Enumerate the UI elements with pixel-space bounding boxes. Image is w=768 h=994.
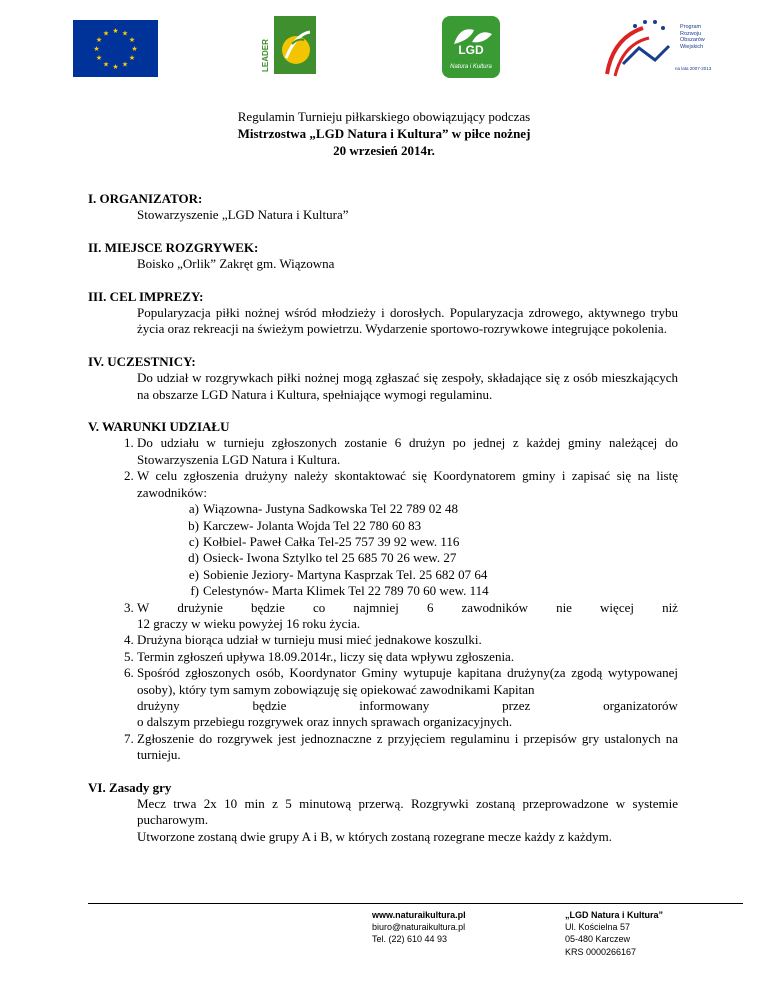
footer-street: Ul. Kościelna 57 <box>565 922 631 933</box>
coordinator-item <box>183 518 678 534</box>
document-header <box>0 108 768 159</box>
coordinator-item <box>183 550 678 566</box>
svg-text:★: ★ <box>93 45 100 53</box>
list-item: 1. Do udziału w turnieju zgłoszonych zostanie 6 drużyn po jednej z każdej gminy należącej do Stowarzyszenia LGD Natura i Kultura. <box>137 435 678 468</box>
conditions-list <box>88 435 678 763</box>
section-title: VI. Zasady gry <box>88 779 172 795</box>
word: 6 <box>426 599 434 615</box>
lgd-natura-i-kultura-logo <box>440 14 502 80</box>
word: więcej <box>600 599 634 615</box>
coordinator-item <box>183 534 678 550</box>
word: informowany <box>359 697 430 713</box>
section-text: Popularyzacja piłki nożnej wśród młodzieży i dorosłych. Popularyzacja zdrowego, aktywnego trybu życia oraz rekreacji na świeżym powietrzu. Wydarzenie sportowo-rozrywkowe integrujące pokolenia. <box>137 305 678 337</box>
coordinator-item <box>183 567 678 583</box>
list-item: 4. Drużyna biorąca udział w turnieju musi mieć jednakowe koszulki. <box>137 632 678 648</box>
prow-line: Rozwoju <box>680 30 702 37</box>
spread-line <box>137 600 678 616</box>
svg-text:★: ★ <box>131 45 138 53</box>
coordinator-text: Karczew- Jolanta Wojda Tel 22 780 60 83 <box>203 517 422 533</box>
footer-org: „LGD Natura i Kultura” <box>565 910 664 920</box>
coordinator-text: Kołbiel- Paweł Całka Tel-25 757 39 92 wew. 116 <box>203 533 460 549</box>
footer-divider <box>88 903 743 904</box>
lgd-sub-text: Natura i Kultura <box>450 64 492 70</box>
prow-line: Wiejskich <box>680 43 704 50</box>
word: co <box>312 599 326 615</box>
list-item-text: 12 graczy w wieku powyżej 16 roku życia. <box>137 615 361 631</box>
header-line-1: Regulamin Turnieju piłkarskiego obowiązujący podczas <box>237 109 531 124</box>
section-text: Mecz trwa 2x 10 min z 5 minutową przerwą. Rozgrywki zostaną przeprowadzone w systemie pucharowym. <box>137 796 678 828</box>
section-title: I. ORGANIZATOR: <box>88 191 203 206</box>
svg-text:★: ★ <box>102 29 110 38</box>
list-item <box>137 468 678 599</box>
list-item-text: W celu zgłoszenia drużyny należy skontaktować się Koordynatorem gminy i zapisać się na listę zawodników: <box>137 468 678 500</box>
word: przez <box>502 697 531 713</box>
header-line-2: Mistrzostwa „LGD Natura i Kultura” w piłce nożnej <box>237 126 531 141</box>
word: drużyny <box>137 697 180 713</box>
svg-text:★: ★ <box>95 36 103 44</box>
list-item <box>137 665 678 731</box>
word: 3. W <box>137 599 150 615</box>
section-title: IV. UCZESTNICY: <box>88 353 196 369</box>
item-letter: c) <box>188 533 199 549</box>
section-text: Boisko „Orlik” Zakręt gm. Wiązowna <box>137 256 335 272</box>
coordinator-text: Sobienie Jeziory- Martyna Kasprzak Tel. 25 682 07 64 <box>203 566 488 582</box>
item-letter: e) <box>188 566 199 582</box>
logo-bar <box>0 0 768 90</box>
lgd-text: LGD <box>458 43 484 57</box>
item-letter: a) <box>188 501 199 517</box>
spread-line <box>137 698 678 714</box>
footer-website: www.naturaikultura.pl <box>372 910 466 920</box>
section-text: Stowarzyszenie „LGD Natura i Kultura” <box>137 207 349 223</box>
svg-text:★: ★ <box>121 60 129 69</box>
svg-text:★: ★ <box>128 54 136 62</box>
section-title: III. CEL IMPREZY: <box>88 288 204 304</box>
section-title: II. MIEJSCE ROZGRYWEK: <box>88 239 259 255</box>
footer-email: biuro@naturaikultura.pl <box>372 922 466 933</box>
footer-address <box>565 909 663 958</box>
list-item: 5. Termin zgłoszeń upływa 18.09.2014r., liczy się data wpływu zgłoszenia. <box>137 649 678 665</box>
leader-text: LEADER <box>261 39 270 72</box>
word: zawodników <box>461 599 528 615</box>
word: nie <box>556 599 572 615</box>
footer-contact <box>372 909 466 946</box>
section-title: V. WARUNKI UDZIAŁU <box>88 419 230 435</box>
list-item-text: o dalszym przebiegu rozgrywek oraz innych sprawach organizacyjnych. <box>137 714 513 730</box>
svg-text:★: ★ <box>112 63 119 71</box>
section-participants <box>88 354 678 403</box>
footer-phone: Tel. (22) 610 44 93 <box>372 934 448 945</box>
footer-krs: KRS 0000266167 <box>565 946 637 957</box>
item-letter: d) <box>188 550 199 566</box>
footer-city: 05-480 Karczew <box>565 934 631 945</box>
eu-flag-logo <box>73 20 158 77</box>
word: niż <box>662 599 678 615</box>
coordinators-list <box>137 501 678 599</box>
word: najmniej <box>353 599 399 615</box>
svg-text:★: ★ <box>95 54 103 62</box>
coordinator-text: Wiązowna- Justyna Sadkowska Tel 22 789 02 48 <box>203 501 459 517</box>
svg-text:★: ★ <box>121 29 129 38</box>
word: będzie <box>250 599 285 615</box>
section-text: Do udział w rozgrywkach piłki nożnej mogą zgłaszać się zespoły, składające się z osób mieszkających na obszarze LGD Natura i Kultura, spełniające wymogi regulaminu. <box>137 370 678 402</box>
header-line-3: 20 wrzesień 2014r. <box>333 143 435 158</box>
list-item <box>137 600 678 633</box>
item-letter: f) <box>190 583 199 599</box>
list-item-text: 6. Spośród zgłoszonych osób, Koordynator Gminy wytupuje kapitana drużyny(za zgodą wytypowanej osoby), który tym samym zobowiązuję się opiekować zawodnikami Kapitan <box>137 665 678 697</box>
section-text: Utworzone zostaną dwie grupy A i B, w których zostaną rozegrane mecze każdy z każdym. <box>137 828 613 844</box>
coordinator-text: Celestynów- Marta Klimek Tel 22 789 70 60 wew. 114 <box>203 583 489 599</box>
section-rules <box>88 780 678 846</box>
list-item: 7. Zgłoszenie do rozgrywek jest jednoznaczne z przyjęciem regulaminu i przepisów gry ustalonych na turnieju. <box>137 731 678 764</box>
svg-text:★: ★ <box>102 60 110 69</box>
coordinator-text: Osieck- Iwona Sztylko tel 25 685 70 26 wew. 27 <box>203 550 457 566</box>
coordinator-item <box>183 501 678 517</box>
prow-name <box>680 24 705 50</box>
word: organizatorów <box>603 697 678 713</box>
svg-text:★: ★ <box>112 27 119 35</box>
word: będzie <box>252 697 287 713</box>
section-conditions <box>88 419 678 764</box>
coordinator-item <box>183 583 678 599</box>
svg-text:★: ★ <box>128 36 136 44</box>
leader-logo <box>262 14 318 76</box>
document-body <box>88 191 678 845</box>
section-place <box>88 240 678 273</box>
prow-line: Obszarów <box>680 37 705 43</box>
item-letter: b) <box>188 517 199 533</box>
word: drużynie <box>177 599 223 615</box>
section-goal <box>88 289 678 338</box>
section-organizer <box>88 191 678 224</box>
prow-line: Program <box>680 24 702 30</box>
prow-years: na lata 2007-2013 <box>675 66 712 71</box>
